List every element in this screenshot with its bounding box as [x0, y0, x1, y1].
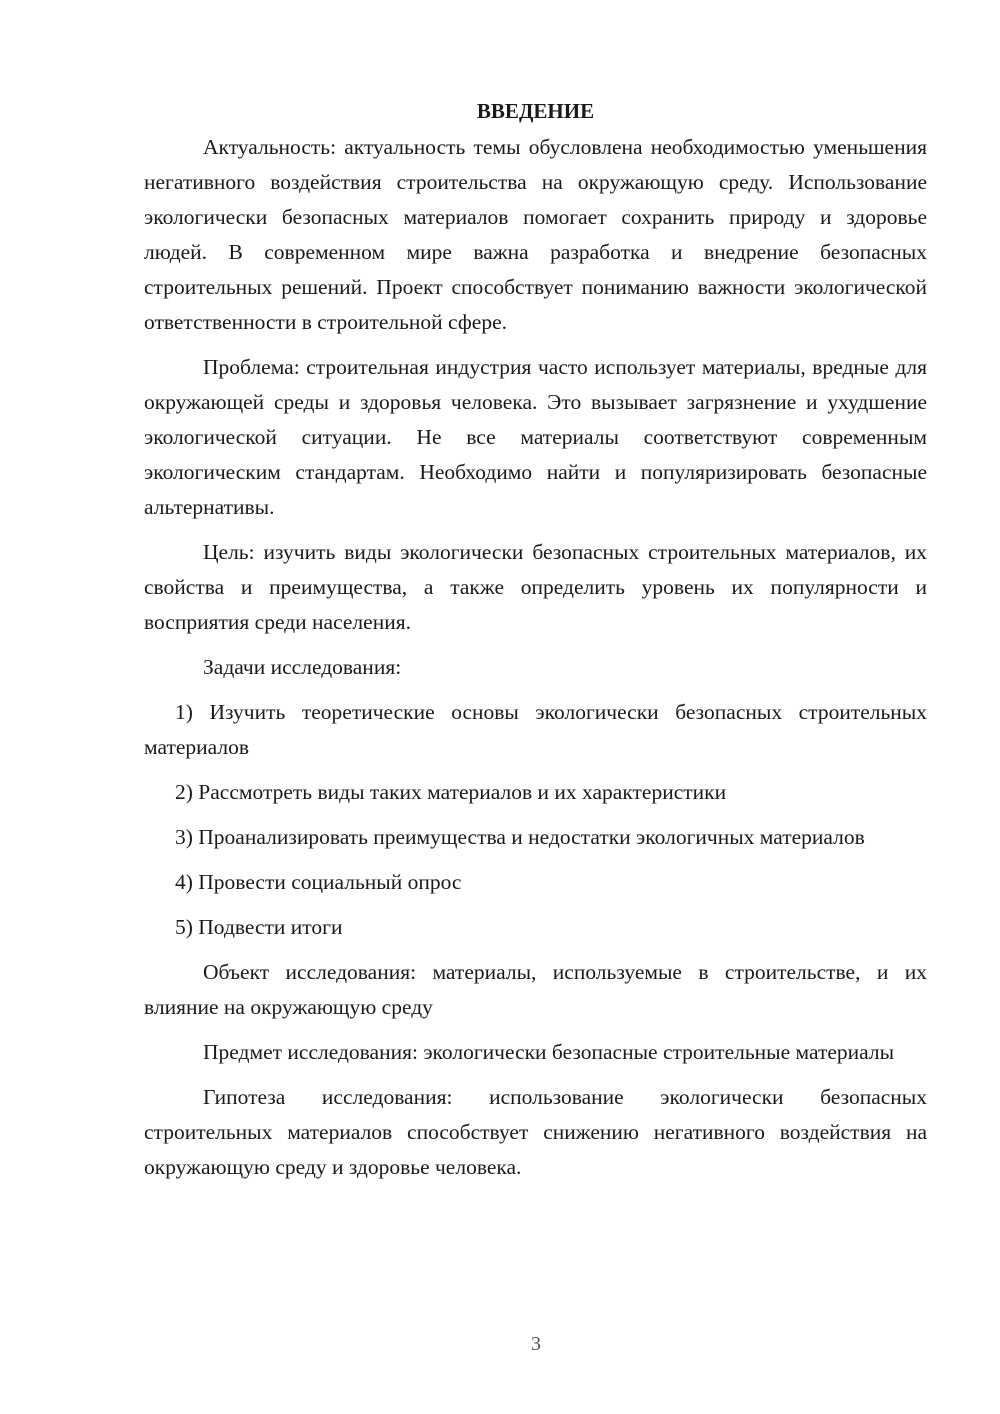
page-number: 3	[531, 1333, 541, 1355]
list-item-task-5: 5) Подвести итоги	[175, 915, 343, 939]
paragraph-relevance: Актуальность: актуальность темы обусловлена необходимостью уменьшения негативного воздействия строительства на окружающую среду. Использование экологически безопасных материалов помогает сохранить природу и здоровье людей. В современном мире важна разработка и внедрение безопасных строительных решений. Проект способствует пониманию важности экологической ответственности в строительной сфере.	[144, 135, 927, 334]
list-item-task-2: 2) Рассмотреть виды таких материалов и их характеристики	[175, 780, 727, 804]
list-item-task-1: 1) Изучить теоретические основы экологически безопасных строительных материалов	[144, 700, 927, 759]
list-item-task-4: 4) Провести социальный опрос	[175, 870, 462, 894]
document-page	[144, 96, 927, 1185]
paragraph-subject: Предмет исследования: экологически безопасные строительные материалы	[203, 1040, 895, 1064]
paragraph-goal: Цель: изучить виды экологически безопасных строительных материалов, их свойства и преимущества, а также определить уровень их популярности и восприятия среди населения.	[144, 540, 927, 634]
paragraph-tasks-heading: Задачи исследования:	[203, 655, 402, 679]
page-title: ВВЕДЕНИЕ	[476, 99, 595, 123]
paragraph-problem: Проблема: строительная индустрия часто использует материалы, вредные для окружающей среды и здоровья человека. Это вызывает загрязнение и ухудшение экологической ситуации. Не все материалы соответствуют современным экологическим стандартам. Необходимо найти и популяризировать безопасные альтернативы.	[144, 355, 927, 519]
list-item-task-3: 3) Проанализировать преимущества и недостатки экологичных материалов	[175, 825, 865, 849]
paragraph-object: Объект исследования: материалы, используемые в строительстве, и их влияние на окружающую среду	[144, 960, 927, 1019]
paragraph-hypothesis: Гипотеза исследования: использование экологически безопасных строительных материалов способствует снижению негативного воздействия на окружающую среду и здоровье человека.	[144, 1085, 927, 1179]
